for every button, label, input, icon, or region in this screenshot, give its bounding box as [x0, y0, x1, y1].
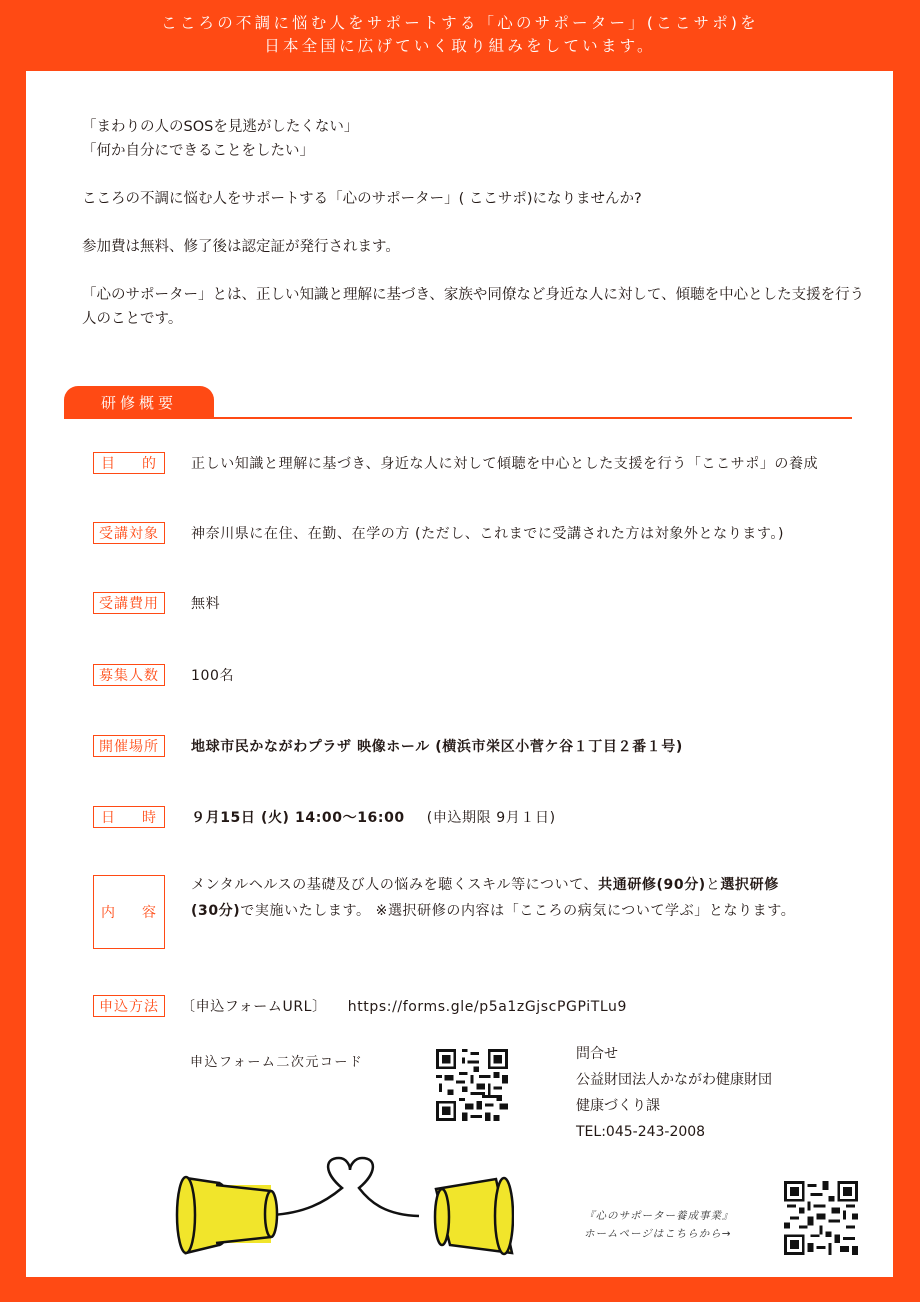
contact-info: [576, 1041, 772, 1145]
value-apply: [181, 996, 627, 1018]
label-cost: 受講費用: [93, 592, 165, 614]
apply-form-label: 〔申込フォームURL〕: [181, 999, 327, 1015]
content-bold-2: 選択研修(30分): [191, 877, 779, 919]
label-datetime-a: 日: [101, 810, 116, 826]
banner-line-2: 日本全国に広げていく取り組みをしています。: [264, 37, 656, 55]
value-cost: 無料: [191, 596, 221, 612]
contact-dept: 健康づくり課: [576, 1098, 660, 1114]
label-content-b: 容: [142, 905, 157, 921]
apply-form-qr-code[interactable]: [436, 1049, 508, 1121]
content-text-2: と: [705, 877, 721, 893]
intro-text: [82, 115, 872, 331]
label-datetime-b: 時: [142, 810, 157, 826]
value-capacity: 100名: [191, 668, 235, 684]
contact-org: 公益財団法人かながわ健康財団: [576, 1072, 772, 1088]
homepage-note-line-1: 『心のサポーター養成事業』: [584, 1210, 734, 1222]
datetime-text: ９月15日 (火) 14:00〜16:00: [191, 810, 405, 826]
label-content-a: 内: [101, 905, 116, 921]
section-title-tab: 研修概要: [64, 386, 214, 419]
right-cup-icon: [435, 1178, 513, 1254]
value-target: 神奈川県に在住、在勤、在学の方 (ただし、これまでに受講された方は対象外となります。): [191, 526, 785, 542]
apply-form-url[interactable]: https://forms.gle/p5a1zGjscPGPiTLu9: [347, 999, 627, 1015]
content-text-3: で実施いたします。 ※選択研修の内容は「こころの病気について学ぶ」となります。: [240, 903, 796, 919]
homepage-note: [584, 1207, 734, 1243]
content-text-1: メンタルヘルスの基礎及び人の悩みを聴くスキル等について、: [191, 877, 599, 893]
string-telephone-illustration: [174, 1153, 514, 1267]
heart-string: [272, 1158, 419, 1216]
intro-fee-note: 参加費は無料、修了後は認定証が発行されます。: [82, 239, 400, 255]
value-purpose: 正しい知識と理解に基づき、身近な人に対して傾聴を中心とした支援を行う「ここサポ」の養成: [191, 456, 819, 472]
contact-heading: 問合せ: [576, 1046, 618, 1062]
label-purpose-b: 的: [142, 456, 157, 472]
banner-line-1: こころの不調に悩む人をサポートする「心のサポーター」(ここサポ)を: [161, 14, 759, 32]
intro-definition: 「心のサポーター」とは、正しい知識と理解に基づき、家族や同僚など身近な人に対して、傾聴を中心とした支援を行う人のことです。: [82, 287, 865, 327]
content-bold-1: 共通研修(90分): [598, 877, 706, 893]
homepage-note-line-2: ホームページはこちらから→: [584, 1228, 732, 1240]
top-banner: [0, 12, 920, 58]
label-purpose-a: 目: [101, 456, 116, 472]
value-venue: 地球市民かながわプラザ 映像ホール (横浜市栄区小菅ケ谷１丁目２番１号): [191, 739, 683, 755]
label-target: 受講対象: [93, 522, 165, 544]
label-purpose: [93, 452, 165, 474]
label-venue: 開催場所: [93, 735, 165, 757]
intro-quote-2: 「何か自分にできることをしたい」: [82, 143, 314, 159]
deadline-text: (申込期限 9月１日): [426, 810, 556, 826]
label-datetime: [93, 806, 165, 828]
label-content: [93, 875, 165, 949]
flyer-sheet: [26, 71, 893, 1277]
contact-tel[interactable]: TEL:045-243-2008: [576, 1124, 706, 1140]
section-divider: [64, 417, 852, 419]
label-apply: 申込方法: [93, 995, 165, 1017]
qr-code-label: 申込フォーム二次元コード: [190, 1055, 364, 1070]
homepage-qr-code[interactable]: [784, 1181, 858, 1255]
value-content: [191, 872, 801, 924]
intro-quote-1: 「まわりの人のSOSを見逃がしたくない」: [82, 119, 359, 135]
intro-invite: こころの不調に悩む人をサポートする「心のサポーター」( ここサポ)になりませんか?: [82, 191, 642, 207]
label-capacity: 募集人数: [93, 664, 165, 686]
left-cup-icon: [177, 1177, 277, 1253]
value-datetime: [191, 807, 556, 829]
